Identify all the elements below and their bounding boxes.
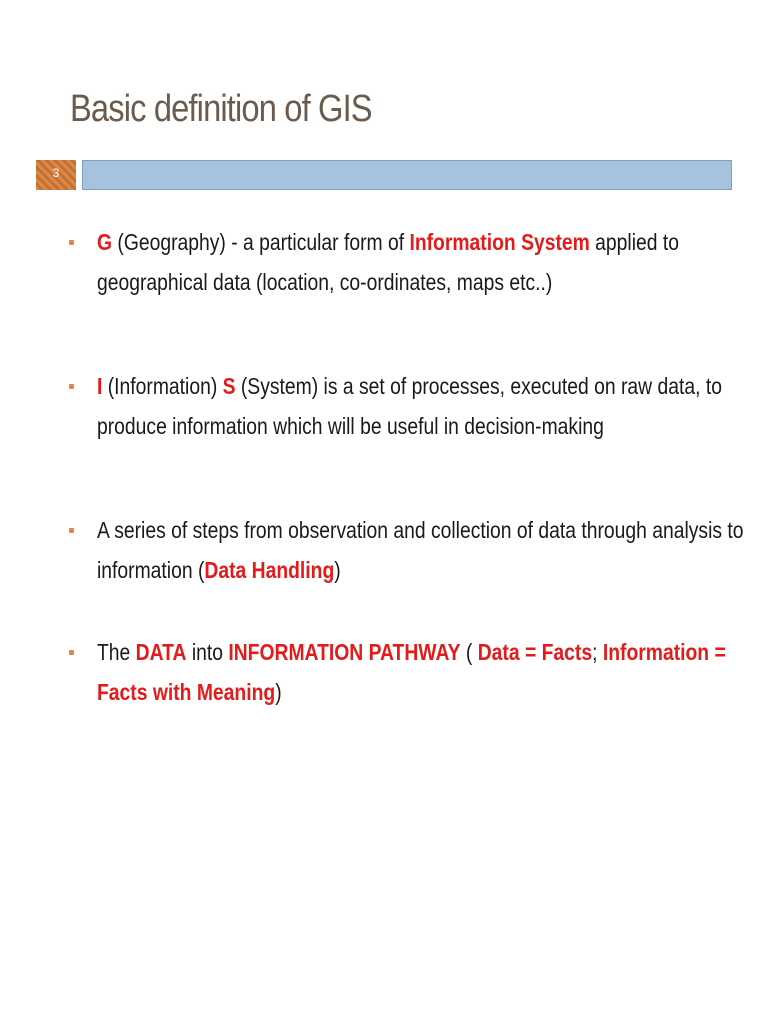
text-run: into xyxy=(186,639,229,665)
bullet-list xyxy=(64,222,744,712)
text-run: G xyxy=(97,229,113,255)
text-run: ) xyxy=(334,557,341,583)
text-run: The xyxy=(97,639,136,665)
text-run: A series of steps from observation and collection of data through analysis to information ( xyxy=(97,517,744,583)
bullet-item-data-pathway xyxy=(64,632,724,712)
bullet-square-icon xyxy=(69,528,74,533)
text-run: I xyxy=(97,373,103,399)
text-run: Data xyxy=(477,639,520,665)
text-run: Information xyxy=(602,639,710,665)
slide-number-badge: 3 xyxy=(36,160,76,190)
text-run: (Information) xyxy=(102,373,223,399)
bullet-item-data-handling xyxy=(64,510,744,590)
bullet-text xyxy=(97,366,752,446)
bullet-item-geography xyxy=(64,222,724,302)
bullet-square-icon xyxy=(69,240,74,245)
bullet-text xyxy=(97,510,752,590)
text-run: S xyxy=(222,373,236,399)
text-run: (Geography) - a particular form of xyxy=(112,229,410,255)
text-run: DATA xyxy=(135,639,187,665)
text-run: Facts xyxy=(541,639,593,665)
bullet-square-icon xyxy=(69,650,74,655)
text-run: ( xyxy=(460,639,478,665)
text-run: Data Handling xyxy=(204,557,335,583)
bullet-text xyxy=(97,222,752,302)
text-run: ) xyxy=(275,679,282,705)
header-bar xyxy=(82,160,732,190)
text-run: Facts with Meaning xyxy=(97,679,276,705)
text-run: ; xyxy=(592,639,603,665)
text-run: INFORMATION PATHWAY xyxy=(228,639,461,665)
text-run: Information System xyxy=(409,229,590,255)
text-run: (System) is a set of processes, executed on raw data, to produce information which will be useful in decision-making xyxy=(97,373,722,439)
text-run: = xyxy=(519,639,542,665)
bullet-square-icon xyxy=(69,384,74,389)
bullet-text xyxy=(97,632,752,712)
slide-title: Basic definition of GIS xyxy=(70,88,372,130)
text-run: applied to geographical data (location, co-ordinates, maps etc..) xyxy=(97,229,679,295)
text-run: = xyxy=(709,639,726,665)
bullet-item-information-system xyxy=(64,366,724,446)
